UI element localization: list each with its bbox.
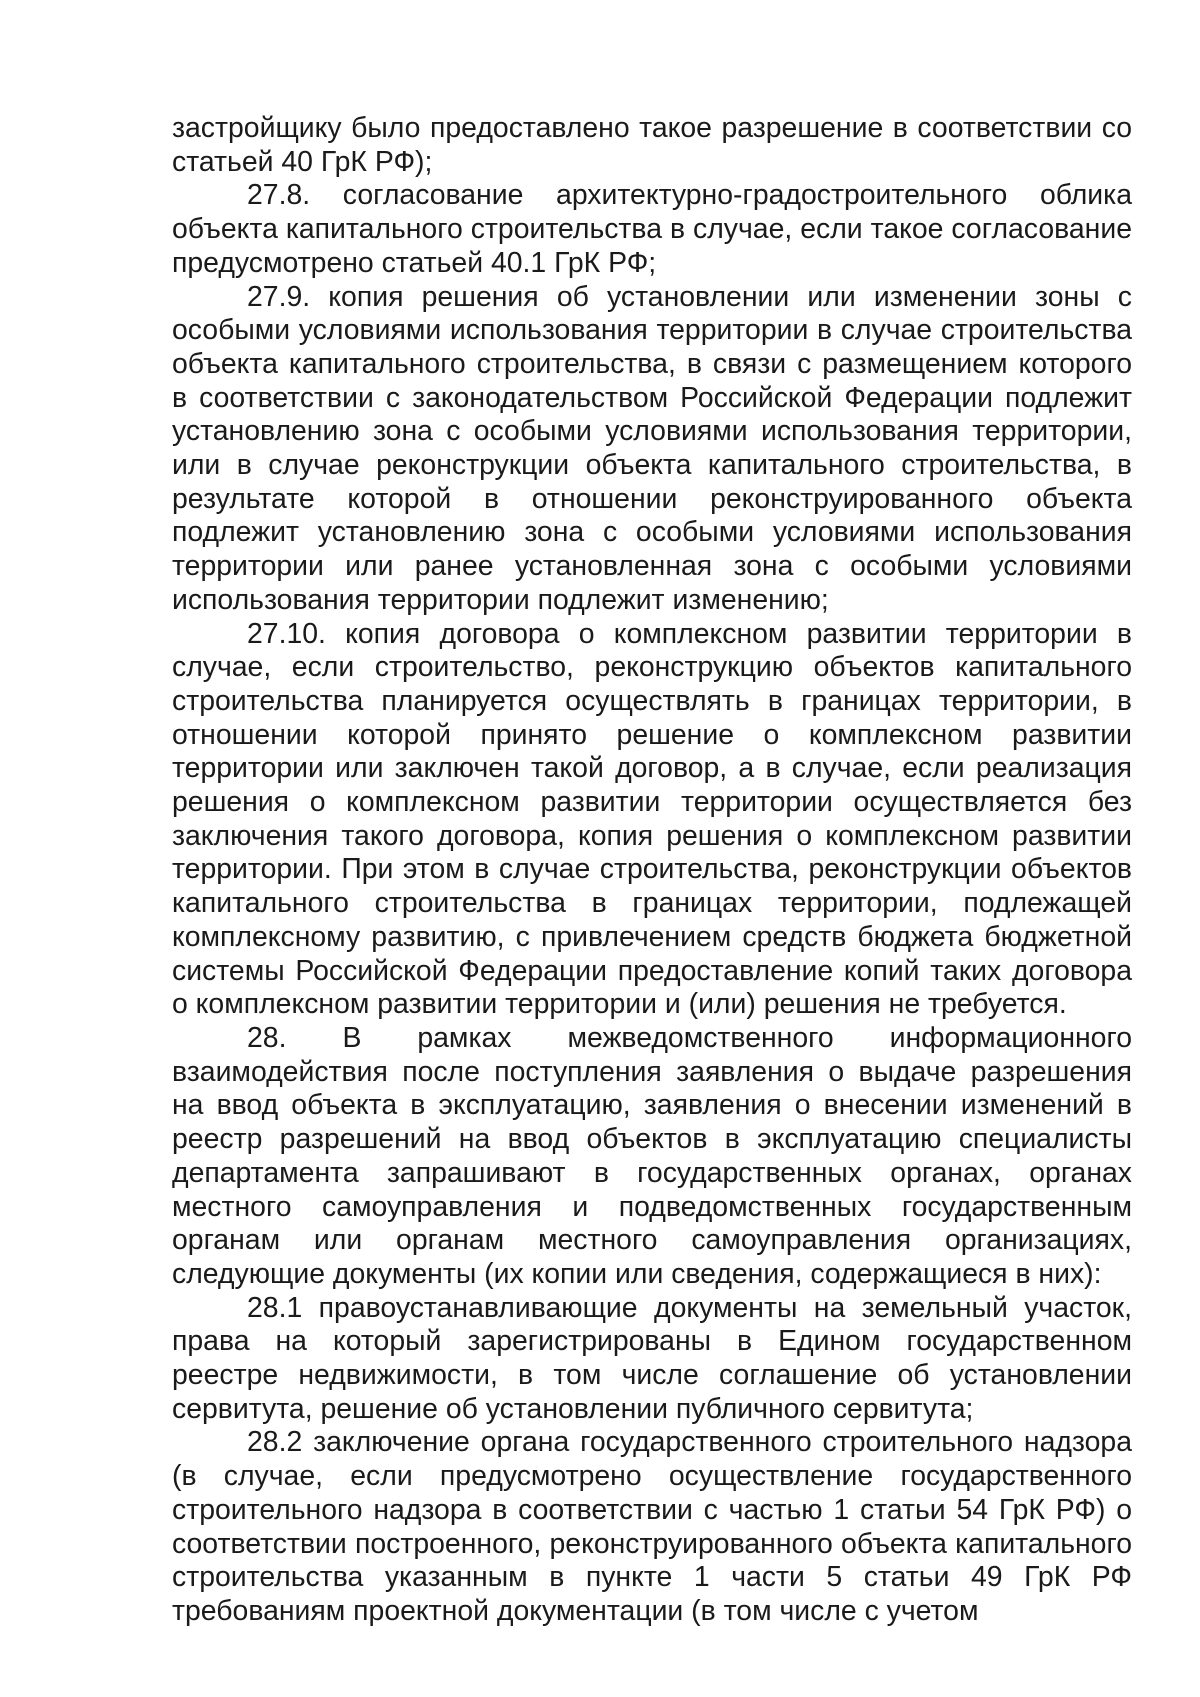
document-page	[172, 112, 1132, 1629]
paragraph-28-2: 28.2 заключение органа государственного строительного надзора (в случае, если предусмотрено осуществление государственного строительного надзора в соответствии с частью 1 статьи 54 ГрК РФ) о соответствии построенного, реконструированного объекта капитального строительства указанным в пункте 1 части 5 статьи 49 ГрК РФ требованиям проектной документации (в том числе с учетом	[172, 1426, 1132, 1627]
paragraph-28-1: 28.1 правоустанавливающие документы на земельный участок, права на который зарегистрированы в Едином государственном реестре недвижимости, в том числе соглашение об установлении сервитута, решение об установлении публичного сервитута;	[172, 1291, 1132, 1425]
paragraph-27-9: 27.9. копия решения об установлении или изменении зоны с особыми условиями использования территории в случае строительства объекта капитального строительства, в связи с размещением которого в соответствии с законодательством Российской Федерации подлежит установлению зона с особыми условиями использования территории, или в случае реконструкции объекта капитального строительства, в результате которой в отношении реконструированного объекта подлежит установлению зона с особыми условиями использования территории или ранее установленная зона с особыми условиями использования территории подлежит изменению;	[172, 280, 1132, 616]
paragraph-27-8: 27.8. согласование архитектурно-градостроительного облика объекта капитального строительства в случае, если такое согласование предусмотрено статьей 40.1 ГрК РФ;	[172, 179, 1132, 279]
paragraph-28: 28. В рамках межведомственного информационного взаимодействия после поступления заявления о выдаче разрешения на ввод объекта в эксплуатацию, заявления о внесении изменений в реестр разрешений на ввод объектов в эксплуатацию специалисты департамента запрашивают в государственных органах, органах местного самоуправления и подведомственных государственным органам или органам местного самоуправления организациях, следующие документы (их копии или сведения, содержащиеся в них):	[172, 1021, 1132, 1290]
paragraph-27-10: 27.10. копия договора о комплексном развитии территории в случае, если строительство, реконструкцию объектов капитального строительства планируется осуществлять в границах территории, в отношении которой принято решение о комплексном развитии территории или заключен такой договор, а в случае, если реализация решения о комплексном развитии территории осуществляется без заключения такого договора, копия решения о комплексном развитии территории. При этом в случае строительства, реконструкции объектов капитального строительства в границах территории, подлежащей комплексному развитию, с привлечением средств бюджета бюджетной системы Российской Федерации предоставление копий таких договора о комплексном развитии территории и (или) решения не требуется.	[172, 617, 1132, 1021]
paragraph-continuation: застройщику было предоставлено такое разрешение в соответствии со статьей 40 ГрК РФ);	[172, 112, 1132, 178]
